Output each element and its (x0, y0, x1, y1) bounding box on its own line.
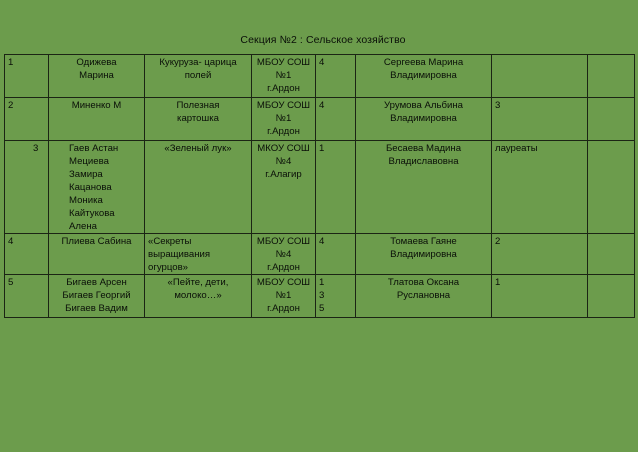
teacher-name-cell (356, 234, 492, 275)
school-name: МБОУ СОШ (256, 236, 311, 247)
project-topic: «Пейте, дети, (167, 277, 229, 288)
row-number: 2 (8, 100, 14, 111)
participant-names: Бигаев Вадим (65, 303, 128, 314)
school-name: №1 (275, 113, 292, 124)
project-topic: Кукуруза- царица (159, 57, 237, 68)
place-result: 3 (495, 100, 501, 111)
project-topic: «Зеленый лук» (164, 143, 232, 154)
place-result-cell (492, 55, 588, 98)
teacher-name: Руслановна (396, 290, 451, 301)
row-number: 3 (33, 143, 39, 154)
school-name-cell (252, 98, 316, 141)
school-name: г.Ардон (267, 83, 300, 94)
participant-names: Мециева (69, 156, 109, 167)
table-row (5, 141, 635, 234)
teacher-name-cell (356, 55, 492, 98)
project-topic-cell (145, 98, 252, 141)
row-number: 4 (8, 236, 14, 247)
empty-cell-cell (588, 98, 635, 141)
school-name-cell (252, 275, 316, 318)
project-topic: Полезная (176, 100, 220, 111)
school-name: №1 (275, 290, 292, 301)
participants-table (4, 54, 635, 318)
teacher-name: Сергеева Марина (383, 57, 464, 68)
place-result-cell (492, 234, 588, 275)
teacher-name: Тлатова Оксана (387, 277, 460, 288)
participant-names: Марина (79, 70, 114, 81)
participant-names-cell (49, 55, 145, 98)
school-name: г.Ардон (267, 126, 300, 137)
section-title: Секция №2 : Сельское хозяйство (240, 34, 406, 46)
school-name: №4 (275, 249, 292, 260)
place-result-cell (492, 275, 588, 318)
project-topic: молоко…» (174, 290, 222, 301)
teacher-name: Бесаева Мадина (385, 143, 462, 154)
row-number-cell (5, 275, 49, 318)
school-name-cell (252, 141, 316, 234)
teacher-name: Томаева Гаяне (390, 236, 457, 247)
row-number-cell (5, 55, 49, 98)
school-name: МБОУ СОШ (256, 57, 311, 68)
participant-names: Плиева Сабина (61, 236, 132, 247)
school-name: №1 (275, 70, 292, 81)
place-result: 1 (495, 277, 501, 288)
project-topic-cell (145, 234, 252, 275)
row-number-cell (5, 98, 49, 141)
project-topic: «Секреты (148, 236, 192, 247)
teacher-name-cell (356, 98, 492, 141)
grade: 5 (319, 303, 325, 314)
participant-names: Замира (69, 169, 103, 180)
teacher-name-cell (356, 275, 492, 318)
teacher-name-cell (356, 141, 492, 234)
project-topic: выращивания (148, 249, 211, 260)
participant-names: Моника (69, 195, 103, 206)
grade: 1 (319, 143, 325, 154)
teacher-name: Владимировна (390, 70, 457, 81)
grade: 4 (319, 57, 325, 68)
table-row (5, 98, 635, 141)
grade-cell (316, 55, 356, 98)
teacher-name: Владимировна (390, 113, 457, 124)
school-name: №4 (275, 156, 292, 167)
empty-cell-cell (588, 275, 635, 318)
page-title (0, 34, 638, 46)
project-topic: картошка (177, 113, 219, 124)
project-topic: огурцов» (148, 262, 189, 273)
participant-names: Кацанова (69, 182, 112, 193)
participant-names: Кайтукова (69, 208, 115, 219)
table-row (5, 275, 635, 318)
empty-cell-cell (588, 234, 635, 275)
school-name-cell (252, 234, 316, 275)
school-name: г.Ардон (267, 303, 300, 314)
empty-cell-cell (588, 141, 635, 234)
row-number: 1 (8, 57, 14, 68)
row-number-cell (5, 141, 49, 234)
grade: 4 (319, 236, 325, 247)
project-topic: полей (184, 70, 212, 81)
empty-cell-cell (588, 55, 635, 98)
row-number: 5 (8, 277, 14, 288)
place-result: лауреаты (495, 143, 538, 154)
school-name: г.Ардон (267, 262, 300, 273)
participant-names-cell (49, 141, 145, 234)
participant-names: Алена (69, 221, 97, 232)
project-topic-cell (145, 141, 252, 234)
teacher-name: Владиславовна (388, 156, 459, 167)
participant-names-cell (49, 98, 145, 141)
teacher-name: Урумова Альбина (384, 100, 463, 111)
participant-names-cell (49, 234, 145, 275)
participant-names: Бигаев Арсен (66, 277, 127, 288)
project-topic-cell (145, 275, 252, 318)
grade-cell (316, 275, 356, 318)
participant-names: Бигаев Георгий (62, 290, 131, 301)
grade: 4 (319, 100, 325, 111)
school-name: МБОУ СОШ (256, 100, 311, 111)
participant-names: Одижева (76, 57, 117, 68)
table-row (5, 234, 635, 275)
place-result-cell (492, 98, 588, 141)
place-result: 2 (495, 236, 501, 247)
school-name: МБОУ СОШ (256, 277, 311, 288)
participant-names: Миненко М (71, 100, 122, 111)
participant-names: Гаев Астан (69, 143, 119, 154)
project-topic-cell (145, 55, 252, 98)
place-result-cell (492, 141, 588, 234)
school-name: МКОУ СОШ (257, 143, 310, 154)
grade-cell (316, 234, 356, 275)
teacher-name: Владимировна (390, 249, 457, 260)
grade: 3 (319, 290, 325, 301)
table-row (5, 55, 635, 98)
school-name-cell (252, 55, 316, 98)
row-number-cell (5, 234, 49, 275)
school-name: г.Алагир (265, 169, 302, 180)
grade-cell (316, 141, 356, 234)
grade-cell (316, 98, 356, 141)
grade: 1 (319, 277, 325, 288)
participant-names-cell (49, 275, 145, 318)
